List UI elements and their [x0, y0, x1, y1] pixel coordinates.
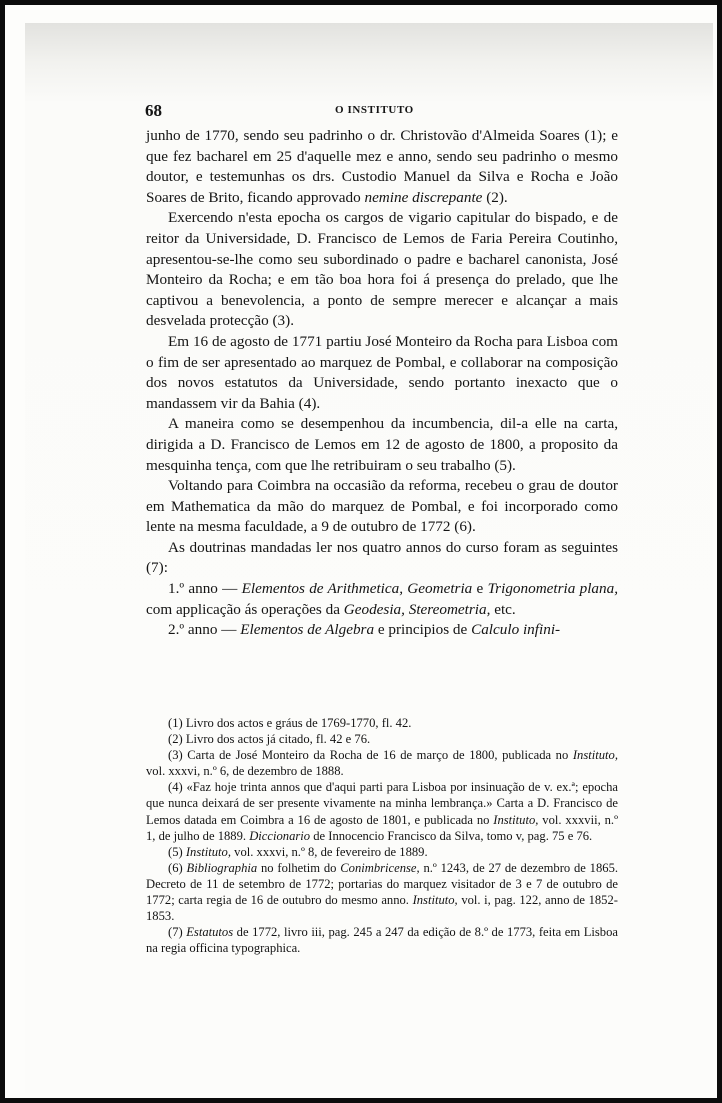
main-text	[146, 126, 618, 641]
italic-phrase: Instituto,	[412, 893, 458, 908]
italic-phrase: Diccionario	[249, 828, 311, 843]
footnote-separator	[146, 706, 618, 707]
footnote-7	[146, 924, 618, 956]
italic-phrase: Instituto,	[493, 812, 539, 827]
footnote-1: (1) Livro dos actos e gráus de 1769-1770, fl. 42.	[168, 716, 412, 730]
italic-phrase: Calculo infini-	[471, 621, 561, 639]
italic-phrase: Geodesia, Stereometria,	[343, 600, 491, 618]
item-lead: 1.º anno —	[168, 580, 238, 598]
italic-phrase: Conimbricense,	[340, 860, 420, 875]
italic-phrase: Bibliographia	[186, 860, 258, 875]
curriculum-item-year-2	[146, 620, 618, 641]
page-number: 68	[145, 101, 162, 120]
paragraph: Exercendo n'esta epocha os cargos de vigario capitular do bispado, e de reitor da Universidade, D. Francisco de Lemos de Faria Pereira Coutinho, apresentou-se-lhe como seu subordinado o padre e bacharel canonista, José Monteiro da Rocha; e em tão boa hora foi á presença do prelado, que lhe captivou a benevolencia, a ponto de sempre merecer e alcançar a mais desvelada protecção (3).	[146, 209, 618, 330]
paragraph	[146, 126, 618, 208]
paragraph: Em 16 de agosto de 1771 partiu José Monteiro da Rocha para Lisboa com o fim de ser apresentado ao marquez de Pombal, e collaborar na composição dos novos estatutos da Universidade, sendo portanto inexacto que o mandassem vir da Bahia (4).	[146, 332, 618, 412]
footnote-text: (5)	[168, 844, 183, 859]
paragraph: As doutrinas mandadas ler nos quatro annos do curso foram as seguintes (7):	[146, 538, 618, 577]
footnote-text: (6)	[168, 860, 183, 875]
page-header	[145, 101, 625, 121]
italic-phrase: Elementos de Algebra	[240, 621, 375, 639]
item-lead: 2.º anno —	[168, 621, 237, 639]
footnote-text: vol. i, pag. 122, anno de 1852-1853.	[146, 893, 618, 924]
italic-phrase: Instituto,	[185, 844, 231, 859]
footnote-text: (4) «Faz hoje trinta annos que d'aqui parti para Lisboa por insinuação de v. ex.ª; epocha que nunca deixará de ser presente vivamente na minha lembrança.» Carta a D. Francisco de Lemos datada em Coimbra a 16 de agosto de 1801, e publicada no	[146, 780, 618, 827]
paragraph: A maneira como se desempenhou da incumbencia, dil-a elle na carta, dirigida a D. Francisco de Lemos em 12 de agosto de 1800, a proposito da mesquinha tença, com que lhe retribuiram o seu trabalho (5).	[146, 415, 618, 474]
footnote-3	[146, 747, 618, 779]
paragraph: Voltando para Coimbra na occasião da reforma, recebeu o grau de doutor em Mathematica da mão do marquez de Pombal, e foi incorporado como lente na mesma faculdade, a 9 de outubro de 1772 (6).	[146, 477, 618, 536]
item-text: e	[476, 580, 484, 598]
item-text: etc.	[494, 600, 516, 618]
paragraph-text: (2).	[486, 188, 508, 206]
footnote-text: n.º 1243, de 27 de dezembro de 1865. Decreto de 11 de setembro de 1772; portarias do marquez visitador de 3 e 7 de outubro de 1772; carta regia de 16 de outubro do mesmo anno.	[146, 860, 619, 908]
footnote-6	[146, 860, 618, 924]
footnotes	[146, 715, 618, 956]
italic-phrase: Instituto,	[572, 748, 618, 763]
footnote-text: (3) Carta de José Monteiro da Rocha de 16 de março de 1800, publicada no	[168, 748, 569, 763]
footnote-2: (2) Livro dos actos já citado, fl. 42 e 76.	[168, 732, 371, 747]
paragraph-text: junho de 1770, sendo seu padrinho o dr. Christovão d'Almeida Soares (1); e que fez bacharel em 25 d'aquelle mez e anno, sendo seu padrinho o mesmo doutor, e testemunhas os drs. Custodio Manuel da Silva e Rocha e João Soares de Brito, ficando approvado	[146, 127, 618, 206]
footnote-text: de 1772, livro iii, pag. 245 a 247 da edição de 8.º de 1773, feita em Lisboa na regia officina typographica.	[146, 925, 618, 956]
footnote-text: de Innocencio Francisco da Silva, tomo v, pag. 75 e 76.	[313, 828, 593, 843]
footnote-text: vol. xxxvi, n.º 8, de fevereiro de 1889.	[234, 844, 428, 859]
item-text: com applicação ás operações da	[146, 600, 340, 618]
italic-phrase: Elementos de Arithmetica, Geometria	[241, 580, 473, 598]
footnote-text: vol. xxxvi, n.º 6, de dezembro de 1888.	[146, 764, 344, 779]
running-title: O INSTITUTO	[335, 104, 414, 116]
item-text: e principios de	[377, 621, 468, 639]
footnote-text: vol. xxxvii, n.º 1, de julho de 1889.	[146, 812, 618, 843]
footnote-5	[146, 844, 618, 860]
footnote-4	[146, 779, 618, 843]
italic-phrase: Estatutos	[186, 925, 234, 940]
footnote-text: (7)	[168, 925, 183, 940]
italic-phrase: Trigonometria plana,	[487, 580, 619, 598]
curriculum-item-year-1	[146, 579, 618, 620]
italic-phrase: nemine discrepante	[364, 188, 483, 206]
footnote-text: no folhetim do	[260, 860, 337, 875]
